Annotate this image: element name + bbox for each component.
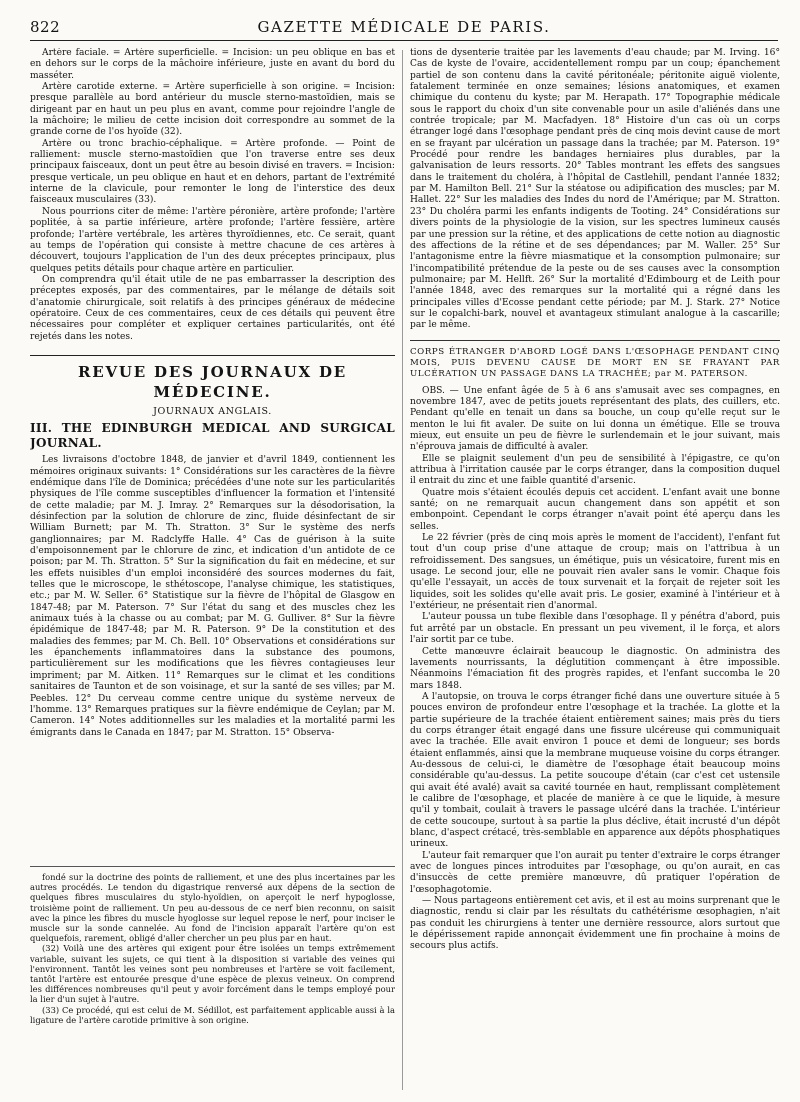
journal-contents-paragraph: Les livraisons d'octobre 1848, de janvier et d'avril 1849, contiennent les mémoires originaux suivants: 1° Considérations sur les caractères de la fièvre endémique dans l'île de Dominica; précédées d'une note sur les particularités physiques de l'île comme susceptibles d'influencer la formation et l'intensité de cette maladie; par M. J. Imray. 2° Remarques sur la désodorisation, la désinfection par la solution de chlorure de zinc, fluide désinfectant de sir William Burnett; par M. Th. Stratton. 3° Sur le système des nerfs ganglionnaires; par M. Radclyffe Halle. 4° Cas de guérison à la suite d'empoisonnement par le chlorure de zinc, et indication d'un antidote de ce poison; par M. Th. Stratton. 5° Sur la signification du fait en médecine, et sur les effets nuisibles d'un emploi inconsidéré des sources modernes du fait, telles que le microscope, le sthétoscope, l'analyse chimique, les statistiques, etc.; par M. W. Seller. 6° Statistique sur la fièvre de l'hôpital de Glasgow en 1847-48; par M. Paterson. 7° Sur l'état du sang et des muscles chez les animaux tués à la chasse ou au combat; par M. G. Gulliver. 8° Sur la fièvre épidémique de 1847-48; par M. R. Paterson. 9° De la constitution et des maladies des femmes; par M. Ch. Bell. 10° Observations et considérations sur les épanchements inflammatoires dans la substance des poumons, particulièrement sur les modifications que les fièvres contagieuses leur impriment; par M. Aitken. 11° Remarques sur le climat et les conditions sanitaires de Taunton et de son voisinage, et sur la santé de ses villes; par M. Peebles. 12° Du cerveau comme centre unique du système nerveux de l'homme. 13° Remarques pratiques sur la fièvre endémique de Ceylan; par M. Cameron. 14° Notes additionnelles sur les maladies et la mortalité parmi les émigrants dans le Canada en 1847; par M. Stratton. 15° Observa- [30, 455, 395, 738]
footnote-32: (32) Voilà une des artères qui exigent pour être isolées un temps extrêmement variable, suivant les sujets, ce qui tient à la disposition si variable des veines qui l'environnent. Tantôt les veines sont peu nombreuses et l'artère se voit facilement, tantôt l'artère est entourée presque d'une espèce de plexus veineux. On comprend les différences nombreuses qu'il peut y avoir forcément dans le temps employé pour la lier d'un sujet à l'autre. [30, 943, 395, 1005]
page-number: 822 [30, 18, 61, 36]
case-paragraph-6: Cette manœuvre éclairait beaucoup le diagnostic. On administra des lavements nourrissants, la déglutition commençant à être impossible. Néanmoins l'émaciation fit des progrès rapides, et l'enfant succomba le 20 mars 1848. [410, 646, 780, 691]
footnote-divider [30, 866, 395, 867]
footnote-continuation: fondé sur la doctrine des points de ralliement, et une des plus incertaines par les autres procédés. Le tendon du digastrique renversé aux dépens de la section de quelques fibres musculaires du stylo-hyoïdien, on aperçoit le nerf hypoglosse, troisième point de ralliement. Un peu au-dessous de ce nerf bien reconnu, on saisit avec la pince les fibres du muscle hyoglosse sur lequel repose le nerf, pour inciser le muscle sur la sonde cannelée. Au fond de l'incision apparaît l'artère qu'on est quelquefois, rarement, obligé d'aller chercher un peu plus par en haut. [30, 872, 395, 944]
paragraph-autres-arteres: Nous pourrions citer de même: l'artère péronière, artère profonde; l'artère poplitée, à sa partie inférieure, artère profonde; l'artère fessière, artère profonde; l'artère vertébrale, les artères thyroïdiennes, etc. Ce serait, quant au temps de l'opération qui consiste à mettre chacune de ces artères à découvert, toujours l'application de l'un des deux préceptes principaux, plus quelques petits détails pour chaque artère en particulier. [30, 206, 395, 274]
paragraph-artere-faciale: Artère faciale. = Artère superficielle. = Incision: un peu oblique en bas et en dehors sur le corps de la mâchoire inférieure, juste en avant du bord du masséter. [30, 48, 395, 81]
observation-paragraph: OBS. — Une enfant âgée de 5 à 6 ans s'amusait avec ses compagnes, en novembre 1847, avec de petits jouets représentant des plats, des cuillers, etc. Pendant qu'elle en tenait un dans sa bouche, un coup qu'elle reçut sur le menton le lui fit avaler. De suite on lui donna un émétique. Elle se trouva mieux, eut ensuite un peu de fièvre le surlendemain et le jour suivant, mais n'éprouva jamais de difficulté à avaler. [410, 385, 780, 453]
subheading-journaux-anglais: JOURNAUX ANGLAIS. [153, 405, 272, 417]
case-paragraph-5: L'auteur poussa un tube flexible dans l'œsophage. Il y pénétra d'abord, puis fut arrêté par un obstacle. En pressant un peu vivement, il le força, et alors l'air sortit par ce tube. [410, 612, 780, 646]
right-column [410, 48, 780, 1088]
section-heading: III. THE EDINBURGH MEDICAL AND SURGICAL JOURNAL. [30, 421, 395, 451]
journal-contents-continuation: tions de dysenterie traitée par les lavements d'eau chaude; par M. Irving. 16° Cas de kyste de l'ovaire, accidentellement rompu par un coup; épanchement partiel de son contenu dans la cavité péritonéale; péritonite aiguë violente, fatalement terminée en onze semaines; lésions anatomiques, et examen chimique du contenu du kyste; par M. Herapath. 17° Topographie médicale sous le rapport du choix d'un site convenable pour un asile d'aliénés dans une contrée tropicale; par M. Macfadyen. 18° Histoire d'un cas où un corps étranger logé dans l'œsophage pendant près de cinq mois devint cause de mort en se frayant par ulcération un passage dans la trachée; par M. Paterson. 19° Procédé pour rendre les bandages herniaires plus durables, par la galvanisation de leurs ressorts. 20° Tables montrant les effets des sangsues dans le traitement du choléra, à l'hôpital de Castlehill, pendant l'année 1832; par M. Hamilton Bell. 21° Sur la stéatose ou adipification des muscles; par M. Hallet. 22° Sur les maladies des Indes du nord de l'Amérique; par M. Stratton. 23° Du choléra parmi les enfants indigents de Tooting. 24° Considérations sur divers points de la physiologie de la vision, sur les spectres lumineux causés par une pression sur la rétine, et des applications de cette notion au diagnostic des affections de la rétine et de ses dépendances; par M. Waller. 25° Sur l'antagonisme entre la fièvre miasmatique et la consomption pulmonaire; sur l'incompatibilité prétendue de la peste ou de ses causes avec la consomption pulmonaire; par M. Hellft. 26° Sur la mortalité d'Edimbourg et de Leith pour l'année 1848, avec des remarques sur la mortalité qui a régné dans les principales villes d'Ecosse pendant cette période; par M. J. Stark. 27° Notice sur le copalchi-bark, nouvel et avantageux stimulant analogue à la cascarille; par le même. [410, 48, 780, 331]
column-divider [402, 50, 403, 1090]
footnote-33: (33) Ce procédé, qui est celui de M. Sédillot, est parfaitement applicable aussi à la ligature de l'artère carotide primitive à son origine. [30, 1004, 395, 1025]
author-remark-paragraph: L'auteur fait remarquer que l'on aurait pu tenter d'extraire le corps étranger avec de longues pinces introduites par l'œsophage, ou qu'on aurait, en cas d'insuccès de cette première manœuvre, dû pratiquer l'opération de l'œsophagotomie. [410, 850, 780, 895]
journal-title: GAZETTE MÉDICALE DE PARIS. [257, 18, 551, 36]
review-heading: REVUE DES JOURNAUX DE MÉDECINE. [30, 355, 395, 402]
case-paragraph-3: Quatre mois s'étaient écoulés depuis cet accident. L'enfant avait une bonne santé; on ne remarquait aucun changement dans son appétit et son embonpoint. Cependant le corps étranger n'avait point été aperçu dans les selles. [410, 487, 780, 532]
case-paragraph-4: Le 22 février (près de cinq mois après le moment de l'accident), l'enfant fut tout d'un coup prise d'une attaque de croup; mais on l'attribua à un refroidissement. Des sangsues, un émétique, puis un vésicatoire, furent mis en usage. Le second jour, elle ne pouvait rien avaler sans le vomir. Chaque fois qu'elle l'essayait, un accès de toux survenait et la forçait de rejeter soit les liquides, soit les solides qu'elle avait pris. Le gosier, examiné à l'intérieur et à l'extérieur, ne présentait rien d'anormal. [410, 533, 780, 612]
page-header [30, 18, 778, 41]
case-paragraph-2: Elle se plaignit seulement d'un peu de sensibilité à l'épigastre, ce qu'on attribua à l'irritation causée par le corps étranger, dans la composition duquel il entrait du zinc et une faible quantité d'arsenic. [410, 453, 780, 487]
left-column [30, 48, 395, 860]
paragraph-conclusion: On comprendra qu'il était utile de ne pas embarrasser la description des préceptes exposés, par des commentaires, par le mélange de détails soit d'anatomie chirurgicale, soit relatifs à des principes généraux de médecine opératoire. Ceux de ces commentaires, ceux de ces détails qui peuvent être nécessaires pour compléter et expliquer certaines particularités, ont été rejetés dans les notes. [30, 274, 395, 342]
editor-remark-paragraph: — Nous partageons entièrement cet avis, et il est au moins surprenant que le diagnostic, rendu si clair par les résultats du cathétérisme œsophagien, n'ait pas conduit les chirurgiens à tenter une dernière ressource, alors surtout que le dépérissement rapide annonçait évidemment une fin prochaine à moins de secours plus actifs. [410, 896, 780, 952]
footnotes [30, 872, 395, 1088]
article-title: CORPS ÉTRANGER D'ABORD LOGÉ DANS L'ŒSOPHAGE PENDANT CINQ MOIS, PUIS DEVENU CAUSE DE MORT EN SE FRAYANT PAR ULCÉRATION UN PASSAGE DANS LA TRACHÉE; par M. PATERSON. [410, 340, 780, 380]
paragraph-carotide-externe: Artère carotide externe. = Artère superficielle à son origine. = Incision: presque parallèle au bord antérieur du muscle sterno-mastoïdien, mais se dirigeant par en haut un peu plus en avant, comme pour rejoindre l'angle de la mâchoire; le milieu de cette incision doit correspondre au sommet de la grande corne de l'os hyoïde (32). [30, 82, 395, 138]
autopsy-paragraph: A l'autopsie, on trouva le corps étranger fiché dans une ouverture située à 5 pouces environ de profondeur entre l'œsophage et la trachée. La glotte et la partie supérieure de la trachée étaient entièrement saines; mais près du tiers du corps étranger était engagé dans une fissure ulcéreuse qui communiquait avec la trachée. Elle avait environ 1 pouce et demi de longueur; ses bords étaient enflammés, ainsi que la membrane muqueuse voisine du corps étranger. Au-dessous de celui-ci, le diamètre de l'œsophage était beaucoup moins considérable qu'au-dessus. La petite soucoupe d'étain (car c'est cet ustensile qui avait été avalé) avait sa cavité tournée en haut, remplissant complètement le calibre de l'œsophage, et placée de manière à ce que le liquide, à mesure qu'il y tombait, coulait à travers le passage ulcéré dans la trachée. L'intérieur de cette soucoupe, surtout à sa partie la plus déclive, était incrusté d'un dépôt blanc, d'aspect crétacé, très-semblable en apparence aux dépôts phosphatiques urineux. [410, 691, 780, 850]
paragraph-brachio-cephalique: Artère ou tronc brachio-céphalique. = Artère profonde. — Point de ralliement: muscle sterno-mastoïdien que l'on traverse entre ses deux principaux faisceaux, dont un peut être au besoin divisé en travers. = Incision: presque verticale, un peu oblique en haut et en dehors, partant de l'extrémité interne de la clavicule, pour remonter le long de l'interstice des deux faisceaux musculaires (33). [30, 138, 395, 206]
